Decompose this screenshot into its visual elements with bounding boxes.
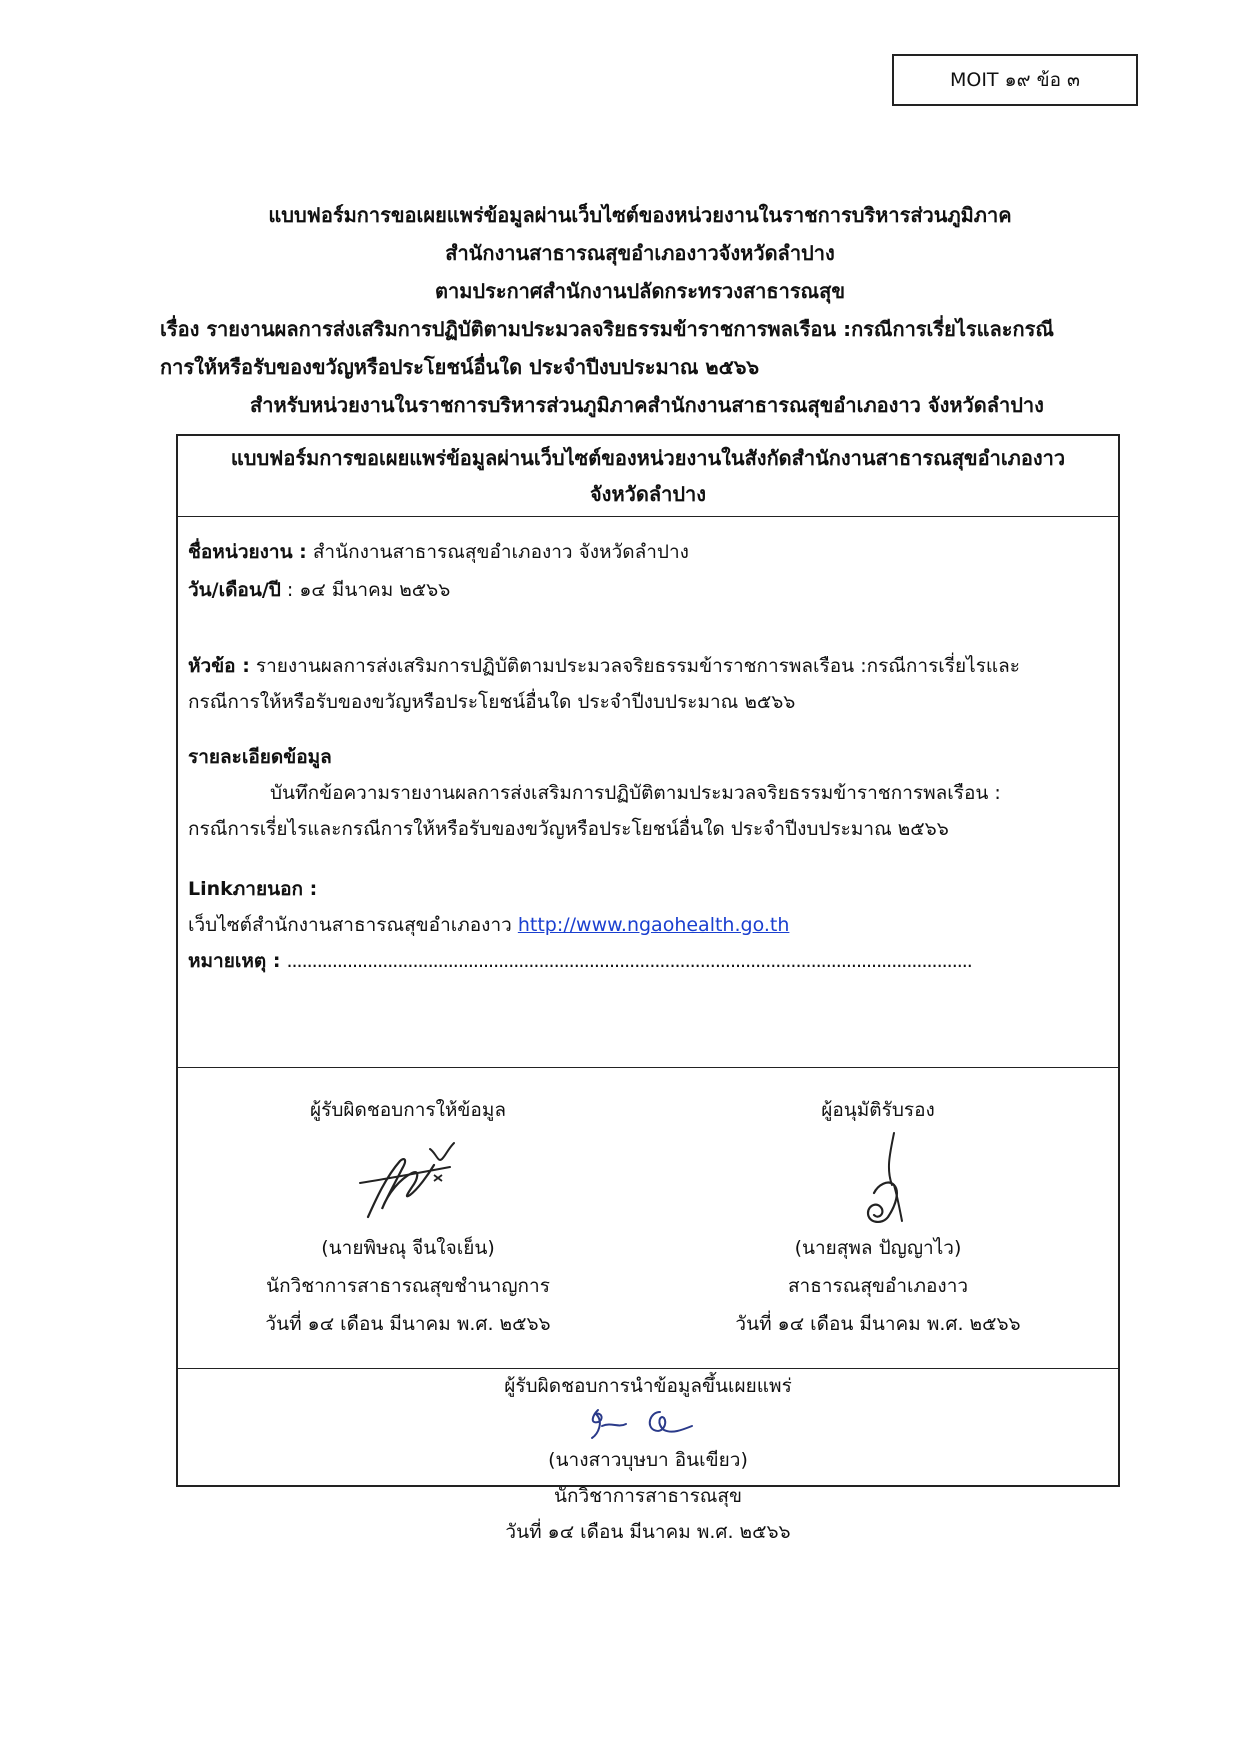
right-date: วันที่ ๑๔ เดือน มีนาคม พ.ศ. ๒๕๖๖ (735, 1313, 1021, 1335)
topic-label: หัวข้อ : (188, 655, 250, 677)
left-signature-image (338, 1129, 478, 1229)
publisher-signature-block (178, 1368, 1118, 1550)
topic-text-1: รายงานผลการส่งเสริมการปฏิบัติตามประมวลจริยธรรมข้าราชการพลเรือน :กรณีการเรี่ยไรและ (255, 655, 1020, 677)
agency-value: สำนักงานสาธารณสุขอำเภองาว จังหวัดลำปาง (312, 541, 689, 563)
header-line-3: ตามประกาศสำนักงานปลัดกระทรวงสาธารณสุข (434, 279, 845, 303)
publisher-position: นักวิชาการสาธารณสุข (553, 1485, 743, 1507)
right-name: (นายสุพล ปัญญาไว) (794, 1237, 962, 1259)
right-signature-block (708, 1091, 1048, 1343)
document-header (160, 196, 1120, 424)
publisher-row (178, 1368, 1118, 1543)
detail-label: รายละเอียดข้อมูล (188, 746, 332, 768)
doc-code: MOIT ๑๙ ข้อ ๓ (949, 69, 1081, 91)
link-prefix: เว็บไซต์สำนักงานสาธารณสุขอำเภองาว (188, 914, 512, 936)
note-dots: ........................................................................................................................................ (286, 950, 972, 972)
right-signature-image (808, 1129, 948, 1229)
website-link[interactable]: http://www.ngaohealth.go.th (517, 914, 790, 936)
publisher-role: ผู้รับผิดชอบการนำข้อมูลขึ้นเผยแพร่ (504, 1375, 792, 1397)
link-label: Linkภายนอก : (188, 878, 318, 900)
form-title (178, 436, 1118, 512)
note-line (188, 943, 1108, 979)
publisher-date: วันที่ ๑๔ เดือน มีนาคม พ.ศ. ๒๕๖๖ (505, 1521, 791, 1543)
publisher-name: (นางสาวบุษบา อินเขียว) (548, 1449, 748, 1471)
left-name: (นายพิษณุ จีนใจเย็น) (321, 1237, 495, 1259)
left-date: วันที่ ๑๔ เดือน มีนาคม พ.ศ. ๒๕๖๖ (265, 1313, 551, 1335)
header-line-6: สำหรับหน่วยงานในราชการบริหารส่วนภูมิภาคสำนักงานสาธารณสุขอำเภองาว จังหวัดลำปาง (250, 393, 1044, 417)
publisher-signature-image (568, 1402, 728, 1442)
link-line (188, 907, 1108, 943)
agency-label: ชื่อหน่วยงาน : (188, 541, 307, 563)
detail-line-1: บันทึกข้อความรายงานผลการส่งเสริมการปฏิบัติตามประมวลจริยธรรมข้าราชการพลเรือน : (270, 782, 1001, 804)
header-line-5: การให้หรือรับของขวัญหรือประโยชน์อื่นใด ประจำปีงบประมาณ ๒๕๖๖ (160, 355, 760, 379)
topic-line-1 (188, 648, 1108, 684)
doc-code-box (892, 54, 1138, 106)
publication-form (176, 434, 1120, 1543)
header-line-4: เรื่อง รายงานผลการส่งเสริมการปฏิบัติตามประมวลจริยธรรมข้าราชการพลเรือน :กรณีการเรี่ยไรและกรณี (160, 317, 1054, 341)
form-title-line-1: แบบฟอร์มการขอเผยแพร่ข้อมูลผ่านเว็บไซต์ของหน่วยงานในสังกัดสำนักงานสาธารณสุขอำเภองาว (230, 446, 1066, 470)
form-details-row (178, 516, 1118, 1068)
right-position: สาธารณสุขอำเภองาว (787, 1275, 969, 1297)
topic-line-2: กรณีการให้หรือรับของขวัญหรือประโยชน์อื่นใด ประจำปีงบประมาณ ๒๕๖๖ (188, 691, 796, 713)
detail-line-2: กรณีการเรี่ยไรและกรณีการให้หรือรับของขวัญหรือประโยชน์อื่นใด ประจำปีงบประมาณ ๒๕๖๖ (188, 818, 949, 840)
left-role: ผู้รับผิดชอบการให้ข้อมูล (310, 1099, 506, 1121)
header-line-1: แบบฟอร์มการขอเผยแพร่ข้อมูลผ่านเว็บไซต์ของหน่วยงานในราชการบริหารส่วนภูมิภาค (268, 203, 1012, 227)
left-signature-block (238, 1091, 578, 1343)
approval-row (178, 1067, 1118, 1369)
agency-line (188, 534, 1108, 570)
date-value: : ๑๔ มีนาคม ๒๕๖๖ (286, 579, 451, 601)
note-label: หมายเหตุ : (188, 950, 281, 972)
header-line-2: สำนักงานสาธารณสุขอำเภองาวจังหวัดลำปาง (445, 241, 835, 265)
left-position: นักวิชาการสาธารณสุขชำนาญการ (266, 1275, 550, 1297)
date-label: วัน/เดือน/ปี (188, 579, 281, 601)
date-line (188, 572, 1108, 608)
form-title-row (178, 436, 1118, 517)
right-role: ผู้อนุมัติรับรอง (821, 1099, 935, 1121)
form-title-line-2: จังหวัดลำปาง (589, 482, 707, 506)
